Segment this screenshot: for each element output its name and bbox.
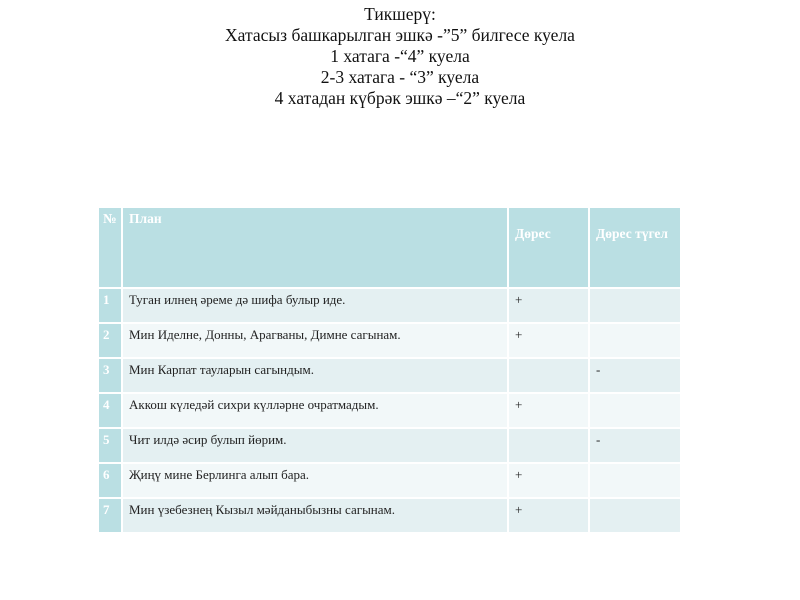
row-correct: + [508, 288, 589, 323]
header-number: № [98, 207, 122, 288]
row-number: 6 [98, 463, 122, 498]
slide-title [0, 4, 800, 109]
row-plan: Туган илнең әреме дә шифа булыр иде. [122, 288, 508, 323]
row-correct: + [508, 463, 589, 498]
table-row [98, 393, 681, 428]
title-line: Тикшерү: [364, 4, 436, 24]
row-correct [508, 358, 589, 393]
row-incorrect [589, 393, 681, 428]
table-row [98, 463, 681, 498]
header-incorrect: Дөрес түгел [589, 207, 681, 288]
table-row [98, 323, 681, 358]
row-plan: Мин Иделне, Донны, Арагваны, Димне сагынам. [122, 323, 508, 358]
row-number: 5 [98, 428, 122, 463]
row-number: 2 [98, 323, 122, 358]
row-number: 7 [98, 498, 122, 533]
row-incorrect: - [589, 428, 681, 463]
plan-table [97, 206, 682, 534]
row-plan: Мин үзебезнең Кызыл мәйданыбызны сагынам. [122, 498, 508, 533]
table-row [98, 288, 681, 323]
row-plan: Җиңү мине Берлинга алып бара. [122, 463, 508, 498]
row-plan: Аккош күледәй сихри күлләрне очратмадым. [122, 393, 508, 428]
row-correct [508, 428, 589, 463]
table-row [98, 498, 681, 533]
row-incorrect: - [589, 358, 681, 393]
row-incorrect [589, 463, 681, 498]
row-plan: Мин Карпат тауларын сагындым. [122, 358, 508, 393]
row-correct: + [508, 393, 589, 428]
row-number: 4 [98, 393, 122, 428]
row-correct: + [508, 498, 589, 533]
table-row [98, 358, 681, 393]
header-row [98, 207, 681, 288]
header-plan: План [122, 207, 508, 288]
row-number: 1 [98, 288, 122, 323]
title-line: Хатасыз башкарылган эшкә -”5” билгесе куела [225, 25, 575, 45]
title-line: 4 хатадан күбрәк эшкә –“2” куела [274, 88, 526, 108]
row-correct: + [508, 323, 589, 358]
table-row [98, 428, 681, 463]
title-line: 1 хатага -“4” куела [330, 46, 470, 66]
title-line: 2-3 хатага - “3” куела [320, 67, 480, 87]
row-plan: Чит илдә әсир булып йөрим. [122, 428, 508, 463]
row-incorrect [589, 323, 681, 358]
row-incorrect [589, 288, 681, 323]
row-number: 3 [98, 358, 122, 393]
row-incorrect [589, 498, 681, 533]
header-correct: Дөрес [508, 207, 589, 288]
